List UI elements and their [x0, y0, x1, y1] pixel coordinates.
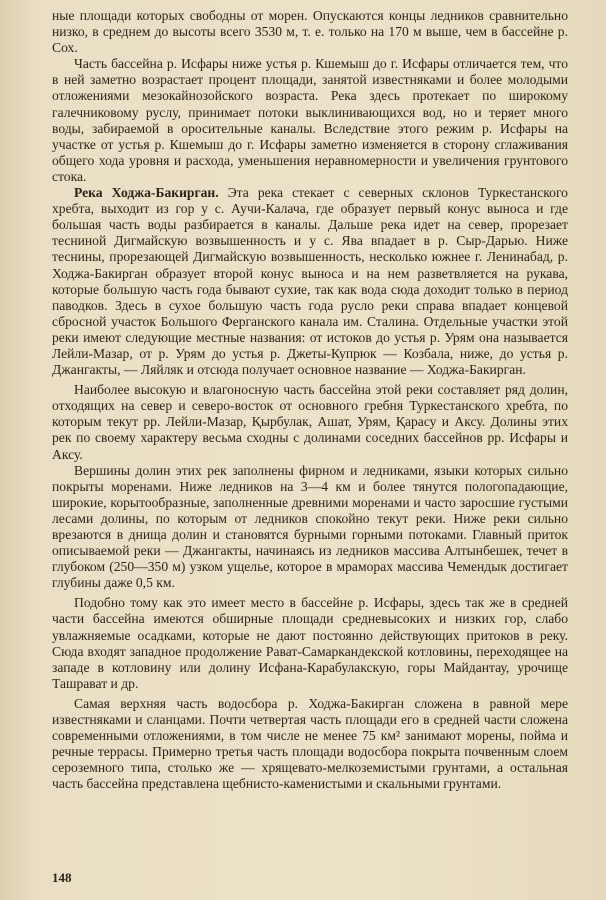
section-heading-khodzha-bakirgan: Река Ходжа-Бакирган.: [74, 185, 219, 201]
paragraph-khodzha-bakirgan: [52, 185, 568, 378]
paragraph-isfara-lower: Часть бассейна р. Исфары ниже устья р. Кшемыш до г. Исфары отличается тем, что в ней заметно возрастает процент площади, занятой известняками и более молодыми отложениями мезокайнозойского возраста. Река здесь протекает по широкому галечниковому руслу, принимает потоки выклинивающихся вод, но и теряет много воды, забираемой в оросительные каналы. Вследствие этого режим р. Исфары на участке от устья р. Кшемыш до г. Исфары заметно изменяется в сторону сглаживания общего хода уровня и расхода, уменьшения неравномерности и увеличения грунтового стока.: [52, 56, 568, 184]
paragraph-middle-basin: Подобно тому как это имеет место в бассейне р. Исфары, здесь так же в средней части бассейна имеются обширные площади средневысоких и низких гор, слабо увлажняемые осадками, которые не дают постоянно действующих притоков в реку. Сюда входят западное продолжение Рават-Самаркандекской котловины, переходящее на западе в котловину или долину Исфана-Карабулакскую, горы Майдантау, урочище Ташрават и др.: [52, 595, 568, 691]
paragraph-text: Эта река стекает с северных склонов Туркестанского хребта, выходит из гор у с. Аучи-Калача, где образует первый конус выноса и где большая часть воды разбирается в каналы. Дальше река идет на север, прорезает тесниной Дигмайскую возвышенность и у с. Ява впадает в р. Сыр-Дарью. Ниже теснины, прорезающей Дигмайскую возвышенность, несколько южнее г. Ленинабад, р. Ходжа-Бакирган образует второй конус выноса и на нем разветвляется на рукава, которые большую часть года бывают сухие, так как вода сюда доходит только в период паводков. Здесь в сухое большую часть года русло реки справа впадает концевой сбросной участок Большого Ферганского канала им. Сталина. Отдельные участки этой реки имеют следующие местные названия: от истоков до устья р. Урям она называется Лейли-Мазар, от р. Урям до устья р. Джеты-Купрюк — Козбала, ниже, до устья р. Джангакты, — Ляйляк и отсюда получает основное название — Ходжа-Бакирган.: [52, 185, 568, 378]
paragraph-valleys: Наиболее высокую и влагоносную часть бассейна этой реки составляет ряд долин, отходящих на север и северо-восток от основного гребня Туркестанского хребта, по которым текут рр. Лейли-Мазар, Қырбулак, Ашат, Урям, Қарасу и Аксу. Долины этих рек по своему характеру весьма сходны с долинами соседних бассейнов рр. Исфары и Аксу.: [52, 382, 568, 462]
paragraph-continuation: ные площади которых свободны от морен. Опускаются концы ледников сравнительно низко, в среднем до высоты всего 3530 м, т. е. только на 170 м выше, чем в бассейне р. Сох.: [52, 8, 568, 56]
page-number: 148: [52, 870, 72, 885]
paragraph-glaciers: Вершины долин этих рек заполнены фирном и ледниками, языки которых сильно покрыты моренами. Ниже ледников на 3—4 км и более тянутся пологопадающие, широкие, корытообразные, заполненные древними моренами и часто заросшие густыми лесами долины, по которым от ледников спокойно текут реки. Ниже реки сильно врезаются в днища долин и становятся бурными горными потоками. Главный приток описываемой реки — Джангакты, начинаясь из ледников массива Алтынбешек, течет в глубоком (250—350 м) узком ущелье, которое в мраморах массива Чемендык достигает глубины даже 0,5 км.: [52, 462, 568, 591]
body-text: [52, 8, 568, 793]
paragraph-geology: Самая верхняя часть водосбора р. Ходжа-Бакирган сложена в равной мере известняками и сланцами. Почти четвертая часть площади его в средней части сложена современными отложениями, в том числе не менее 75 км² занимают морены, пойма и речные террасы. Примерно третья часть площади водосбора покрыта почвенным слоем сероземного типа, столько же — хрящевато-мелкоземистыми грунтами, а остальная часть бассейна представлена щебнисто-каменистыми и скальными грунтами.: [52, 695, 568, 792]
